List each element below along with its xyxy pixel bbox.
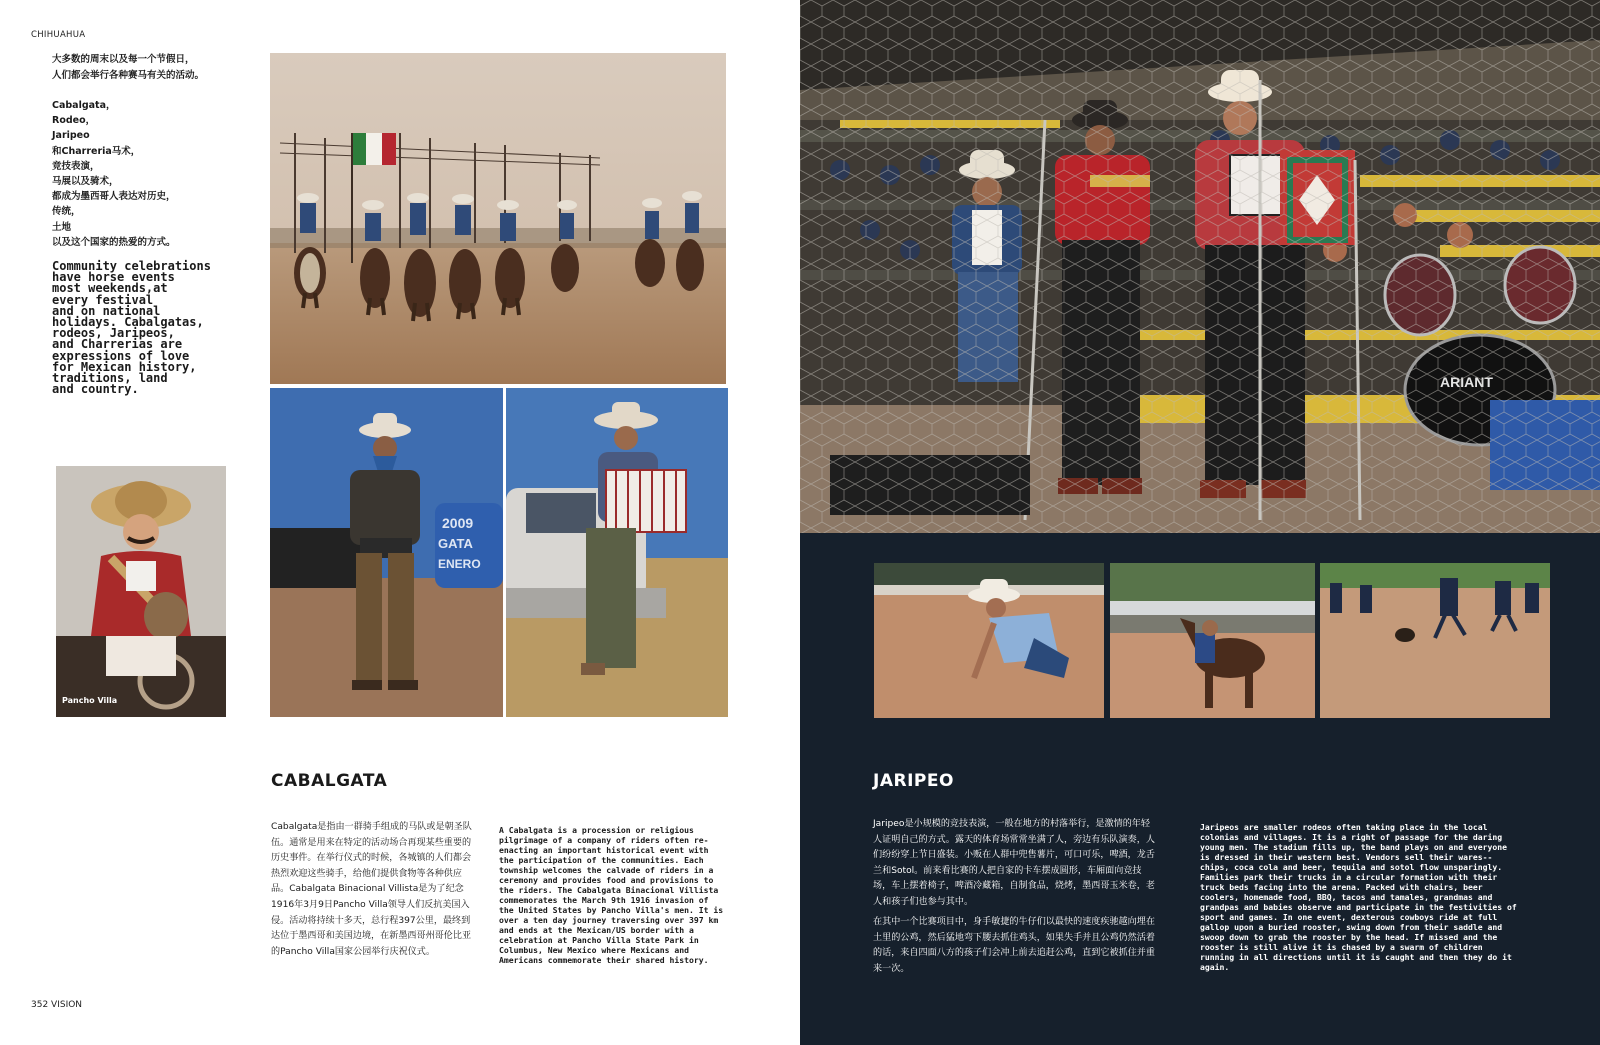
intro-list-item: Cabalgata， bbox=[52, 100, 116, 111]
intro-list-item: 和Charreria马术， bbox=[52, 145, 141, 157]
photo-accordion-player bbox=[506, 388, 728, 717]
intro-english: Community celebrations have horse events most weekends,at every festival and on national holidays. Cabalgatas, rodeos, Jaripeos, and Charrerias are expressions of love for Mexican history, traditions, land and country. bbox=[52, 259, 211, 397]
intro-list-item: 传统， bbox=[52, 206, 81, 218]
photo-horse-rider bbox=[1110, 563, 1315, 718]
intro-chinese: 大多数的周末以及每一个节假日， 人们都会举行各种赛马有关的活动。 bbox=[52, 54, 205, 81]
svg-text:ENERO: ENERO bbox=[438, 557, 481, 571]
svg-text:2009: 2009 bbox=[442, 515, 474, 531]
section-title-jaripeo: JARIPEO bbox=[873, 771, 954, 791]
right-page bbox=[800, 0, 1600, 1045]
intro-list-item: Jaripeo bbox=[52, 130, 90, 142]
jaripeo-body-english: Jaripeos are smaller rodeos often taking place in the local colonias and villages. It is a right of passage for the daring young men. The stadium fills up, the band plays on and everyone is dressed in their western best. Vendors sell their wares--chips, coca cola and beer, tequila and sotol flow unsparingly. Families park their trucks in a circular formation with their truck beds facing into the arena. Packed with chairs, beer coolers, homemade food, BBQ, tacos and tamales, grandmas and grandpas and babies observe and participate in the festivities of sport and games. In one event, dexterous cowboys ride at full gallop upon a buried rooster, swing down from their saddle and swoop down to grab the rooster by the head. If missed and the rooster is still alive it is chased by a swarm of children running in all directions until it is caught and then they do it again. bbox=[1200, 822, 1517, 972]
page-folio: 352 VISION bbox=[31, 1000, 83, 1010]
intro-list-item: 都成为墨西哥人表达对历史， bbox=[52, 191, 176, 203]
running-head: CHIHUAHUA bbox=[31, 30, 86, 40]
jaripeo-body-chinese-1: Jaripeo是小规模的竞技表演，一般在地方的村落举行，是激情的年轻人证明自己的方式。露天的体育场常常坐满了人，旁边有乐队演奏，人们纷纷穿上节日盛装。小贩在人群中兜售薯片，可口可乐，啤酒，龙舌兰和Sotol。前来看比赛的人把自家的卡车摆成圆形，车厢面向竞技场，车上摆着椅子，啤酒冷藏箱，自制食品，烧烤，墨西哥玉米卷，老人和孩子们也参与其中。 bbox=[873, 819, 1155, 907]
svg-text:GATA: GATA bbox=[438, 536, 473, 551]
photo-cabalgata-riders bbox=[270, 53, 726, 384]
photo-cowboy-kneeling bbox=[874, 563, 1104, 718]
photo-jaripeo-band bbox=[800, 0, 1600, 533]
cabalgata-body-english: A Cabalgata is a procession or religious pilgrimage of a company of riders often re-enacting an important historical event with the participation of the communities. Each township welcomes the calvade of riders in a ceremony and provides food and provisions to the riders. The Cabalgata Binacional Villista commemorates the March 9th 1916 invasion of the United States by Pancho Villa's men. It is over a ten day journey traversing over 397 km and ends at the Mexican/US border with a celebration at Pancho Villa State Park in Columbus, New Mexico where Mexicans and Americans commemorate their shared history. bbox=[499, 825, 724, 965]
photo-pancho-villa bbox=[56, 466, 226, 717]
intro-list-item: Rodeo， bbox=[52, 115, 96, 127]
intro-list-item: 马展以及骑术， bbox=[52, 176, 119, 188]
intro-list bbox=[52, 98, 262, 250]
photo-rider-bandana bbox=[270, 388, 503, 717]
portrait-caption: Pancho Villa bbox=[62, 696, 118, 705]
jaripeo-body-chinese-2: 在其中一个比赛项目中，身手敏捷的牛仔们以最快的速度疾驰越向埋在土里的公鸡，然后猛地弯下腰去抓住鸡头，如果失手并且公鸡仍然活着的话，来自四面八方的孩子们会冲上前去追赶公鸡，直到它被抓住并重来一次。 bbox=[873, 917, 1155, 974]
cabalgata-body-chinese: Cabalgata是指由一群骑手组成的马队或是朝圣队伍。通常是用来在特定的活动场合再现某些重要的历史事件。在举行仪式的时候，各城镇的人们都会热烈欢迎这些骑手，给他们提供食物等各种供应品。Cabalgata Binacional Villista是为了纪念1916年3月9日Pancho Villa领导人们反抗美国入侵。活动将持续十多天，总行程397公里，最终到达位于墨西哥和美国边境，在新墨西哥州哥伦比亚的Pancho Villa国家公园举行庆祝仪式。 bbox=[271, 822, 472, 957]
section-title-cabalgata: CABALGATA bbox=[271, 771, 388, 791]
photo-children-chasing bbox=[1320, 563, 1550, 718]
intro-list-item: 以及这个国家的热爱的方式。 bbox=[52, 236, 176, 248]
intro-list-item: 竞技表演， bbox=[52, 160, 100, 172]
intro-list-item: 土地 bbox=[52, 221, 72, 233]
